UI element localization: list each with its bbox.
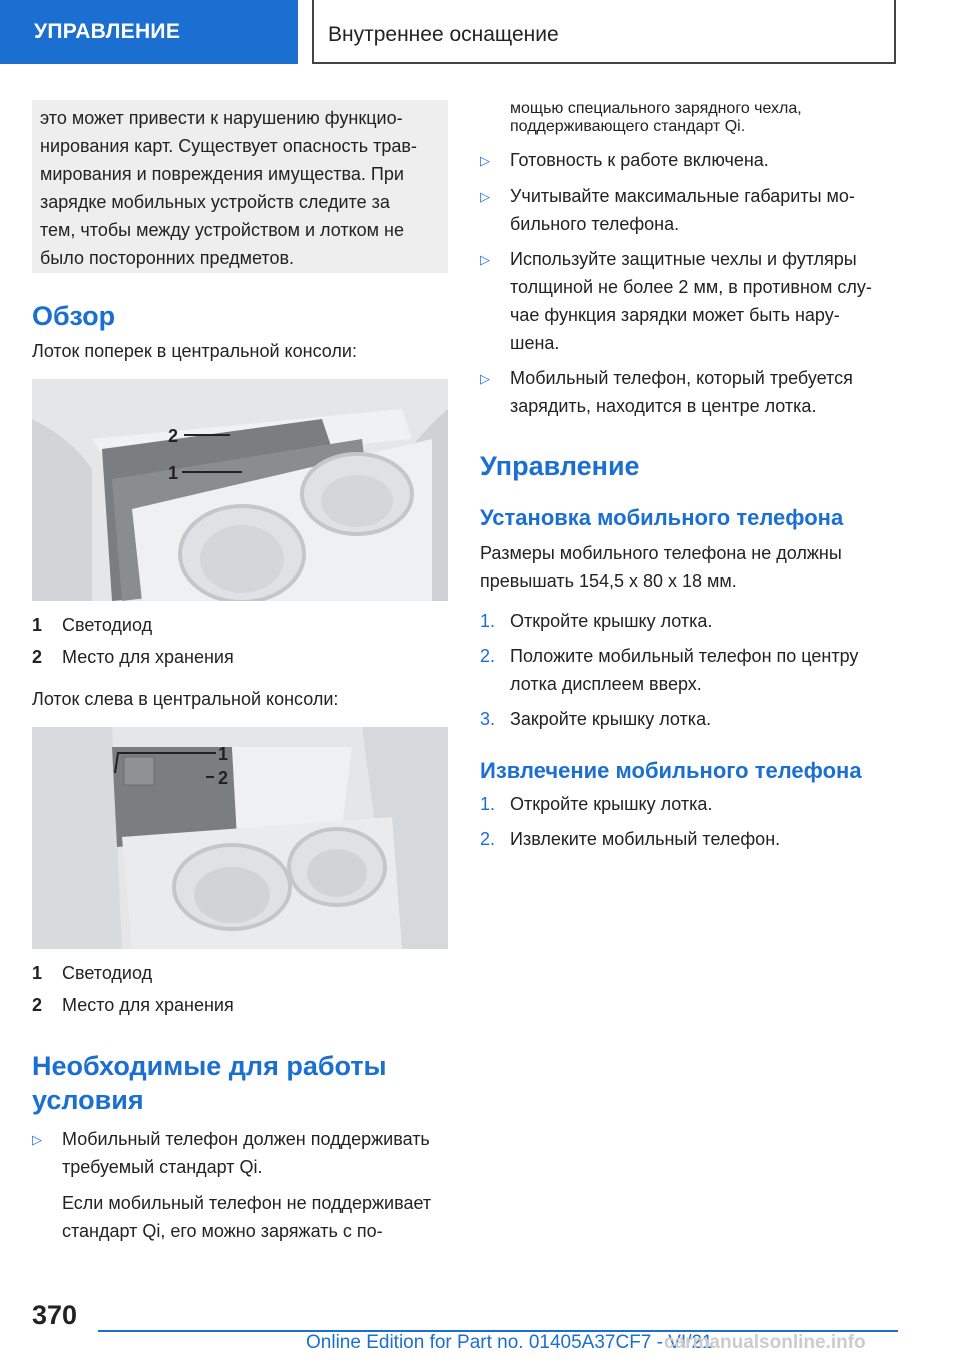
edition-text: Online Edition for Part no. 01405A37CF7 - VI/21 [306,1332,713,1353]
step-number: 3. [480,709,496,729]
console-tray-figure-2 [32,727,448,949]
remove-heading: Извлечение мобильного телефона [480,758,862,783]
warning-line: было посторонних предметов. [40,248,295,268]
list-item-line: чае функция зарядки может быть нару- [510,305,840,325]
warning-line: зарядке мобильных устройств следите за [40,192,390,212]
list-item-line: стандарт Qi, его можно заряжать с по- [62,1221,383,1241]
list-item-line: Готовность к работе включена. [510,150,769,170]
requirements-heading-line: Необходимые для работы [32,1051,387,1081]
step-number: 1. [480,611,496,631]
legend-text: Светодиод [62,963,153,983]
list-item-line: Мобильный телефон, который требуется [510,368,853,388]
step-item [480,790,900,818]
legend-item [32,989,448,1021]
list-item-line: зарядить, находится в центре лотка. [510,396,817,416]
list-item-line: требуемый стандарт Qi. [62,1157,263,1177]
warning-line: мирования и повреждения имущества. При [40,164,404,184]
chapter-tab[interactable] [0,0,298,64]
list-item-line: бильного телефона. [510,214,680,234]
console-tray-illustration-1 [32,379,448,601]
warning-line: тем, чтобы между устройством и лотком не [40,220,404,240]
triangle-bullet-icon: ▷ [32,1132,42,1147]
step-line: Откройте крышку лотка. [510,794,713,814]
list-item-line: шена. [510,333,560,353]
figure1-caption: Лоток поперек в центральной консоли: [32,341,357,361]
requirements-heading [32,1049,448,1117]
continued-text [480,100,900,136]
step-item [480,607,900,635]
list-item-line: толщиной не более 2 мм, в противном слу- [510,277,872,297]
right-column [480,100,900,860]
legend-number: 1 [32,963,43,983]
console-tray-figure-1 [32,379,448,601]
requirements-heading-line: условия [32,1085,144,1115]
step-line: Извлеките мобильный телефон. [510,829,781,849]
watermark-text: carmanualsonline.info [664,1332,866,1353]
overview-heading: Обзор [32,301,116,331]
step-line: лотка дисплеем вверх. [510,674,702,694]
step-item [480,825,900,853]
intro-line: превышать 154,5 x 80 x 18 мм. [480,571,737,591]
step-line: Положите мобильный телефон по центру [510,646,859,666]
warning-line: нирования карт. Существует опасность трав- [40,136,417,156]
list-item-line: Если мобильный телефон не поддерживает [62,1193,432,1213]
triangle-bullet-icon: ▷ [480,252,490,267]
list-item-line: Мобильный телефон должен поддерживать [62,1129,430,1149]
step-item [480,642,900,698]
step-number: 2. [480,646,496,666]
warning-line: это может привести к нарушению функцио- [40,108,403,128]
step-number: 1. [480,794,496,814]
chapter-title: УПРАВЛЕНИЕ [34,20,181,43]
left-column [32,100,448,1252]
legend-text: Место для хранения [62,995,234,1015]
legend-text: Светодиод [62,615,153,635]
step-number: 2. [480,829,496,849]
install-heading: Установка мобильного телефона [480,505,844,530]
page-number: 370 [32,1300,78,1330]
step-item [480,705,900,733]
triangle-bullet-icon: ▷ [480,153,490,168]
section-title: Внутреннее оснащение [328,23,559,46]
install-intro [480,539,900,595]
operation-heading: Управление [480,451,640,481]
callout-2: 2 [168,426,179,446]
intro-line: Размеры мобильного телефона не должны [480,543,842,563]
legend-text: Место для хранения [62,647,234,667]
legend-number: 1 [32,615,43,635]
legend-number: 2 [32,647,43,667]
console-tray-illustration-2 [32,727,448,949]
triangle-bullet-icon: ▷ [480,371,490,386]
list-item [480,364,900,420]
legend-item [32,641,448,673]
callout-1: 1 [168,463,179,483]
list-item-line: Учитывайте максимальные габариты мо- [510,186,855,206]
legend-item [32,609,448,641]
callout-2: 2 [218,768,229,788]
legend-number: 2 [32,995,43,1015]
list-item-line: Используйте защитные чехлы и футляры [510,249,857,269]
list-item-line: поддерживающего стандарт Qi. [510,118,746,135]
list-item [480,182,900,238]
figure2-caption: Лоток слева в центральной консоли: [32,689,339,709]
step-line: Закройте крышку лотка. [510,709,712,729]
legend-item [32,957,448,989]
step-line: Откройте крышку лотка. [510,611,713,631]
list-item [480,245,900,357]
list-item-line: мощью специального зарядного чехла, [510,100,802,117]
triangle-bullet-icon: ▷ [480,189,490,204]
callout-1: 1 [218,744,229,764]
section-header [312,0,896,64]
warning-box [32,100,448,273]
list-item [32,1125,448,1245]
list-item [480,146,900,175]
